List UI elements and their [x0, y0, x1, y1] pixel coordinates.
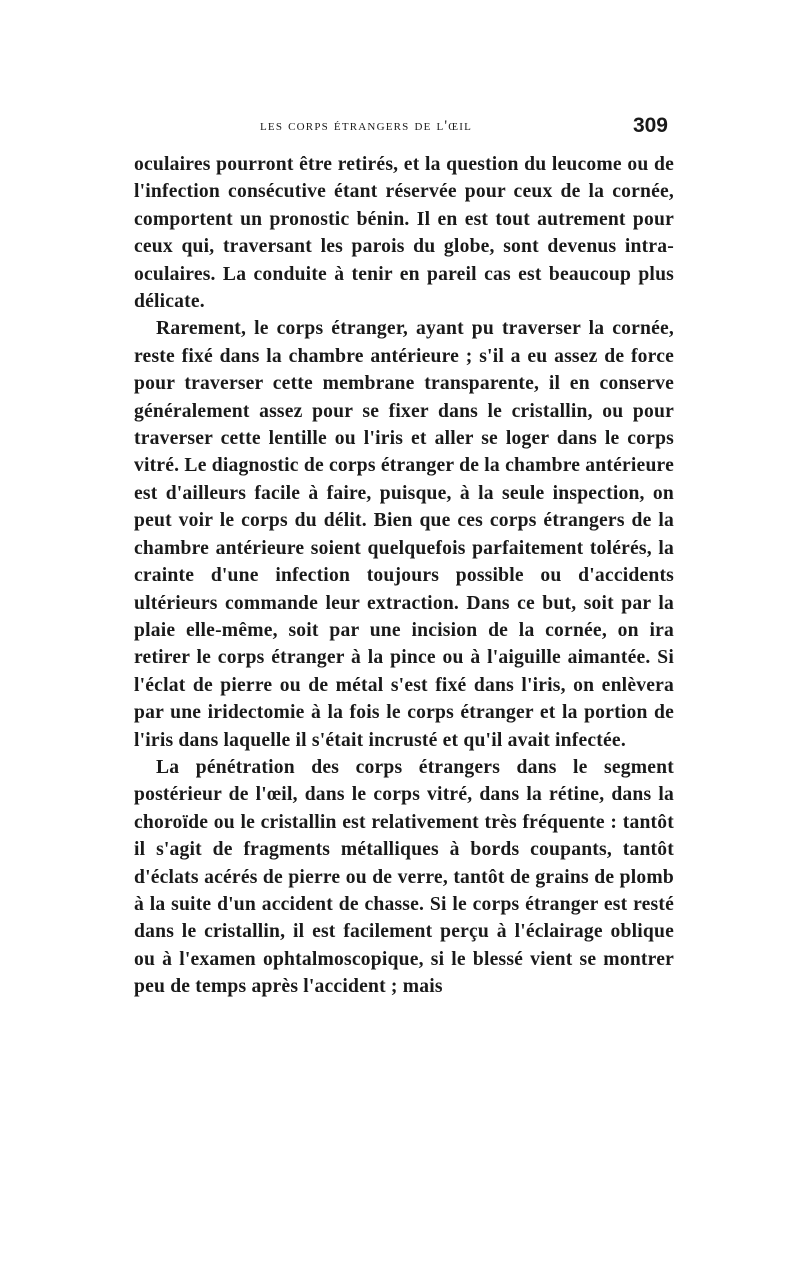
paragraph-1: oculaires pourront être retirés, et la question du leucome ou de l'infection consécutive étant réservée pour ceux de la cornée, comportent un pronostic bénin. Il en est tout autrement pour ceux qui, traversant les parois du globe, sont devenus intra-oculaires. La conduite à tenir en pareil cas est beaucoup plus délicate.	[134, 154, 674, 313]
paragraph-2: Rarement, le corps étranger, ayant pu traverser la cornée, reste fixé dans la chambre antérieure ; s'il a eu assez de force pour traverser cette membrane transparente, il en conserve généralement assez pour se fixer dans le cristallin, ou pour traverser cette lentille ou l'iris et aller se loger dans le corps vitré. Le diagnostic de corps étranger de la chambre antérieure est d'ailleurs facile à faire, puisque, à la seule inspection, on peut voir le corps du délit. Bien que ces corps étrangers de la chambre antérieure soient quelquefois parfaitement tolérés, la crainte d'une infection toujours possible ou d'accidents ultérieurs commande leur extraction. Dans ce but, soit par la plaie elle-même, soit par une incision de la cornée, on ira retirer le corps étranger à la pince ou à l'aiguille aimantée. Si l'éclat de pierre ou de métal s'est fixé dans l'iris, on enlèvera par une iridectomie à la fois le corps étranger et la portion de l'iris dans laquelle il s'était incrusté et qu'il avait infectée.	[134, 318, 674, 751]
page-number: 309	[632, 114, 668, 137]
paragraph-3: La pénétration des corps étrangers dans le segment postérieur de l'œil, dans le corps vitré, dans la rétine, dans la choroïde ou le cristallin est relativement très fréquente : tantôt il s'agit de fragments métalliques à bords coupants, tantôt d'éclats acérés de pierre ou de verre, tantôt de grains de plomb à la suite d'un accident de chasse. Si le corps étranger est resté dans le cristallin, il est facilement perçu à l'éclairage oblique ou à l'examen ophtalmoscopique, si le blessé vient se montrer peu de temps après l'accident ; mais	[134, 756, 674, 998]
body-text	[134, 151, 674, 1001]
running-title: les corps étrangers de l'œil	[260, 118, 473, 134]
page-header	[132, 116, 672, 140]
